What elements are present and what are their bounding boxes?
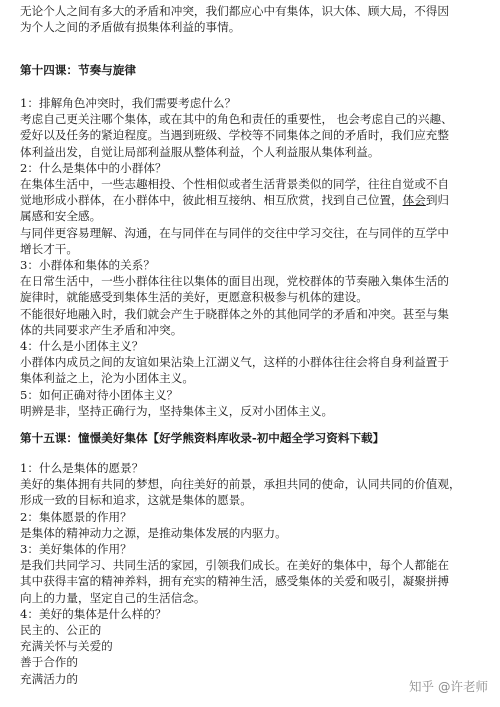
answer-line — [20, 192, 482, 208]
answer-line: 是集体的精神动力之源，是推动集体发展的内驱力。 — [20, 525, 287, 540]
answer-line: 小群体内成员之间的友谊如果沾染上江湖义气，这样的小群体往往会将自身利益置于 — [20, 355, 449, 370]
question-4: 4：美好的集体是什么样的？ — [20, 606, 167, 621]
answer-line: 集体利益之上，沦为小团体主义。 — [20, 371, 194, 386]
question-5: 5：如何正确对待小团体主义？ — [20, 387, 179, 402]
intro-paragraph — [20, 3, 482, 35]
answer-line: 充满活力的 — [20, 671, 78, 686]
underlined-link-text[interactable]: 体会 — [402, 193, 426, 208]
zhihu-watermark — [409, 679, 488, 695]
answer-line: 属感和安全感。 — [20, 209, 102, 224]
lesson-15-heading: 第十五课：憧憬美好集体【好学熊资料库收录-初中超全学习资料下载】 — [20, 431, 385, 445]
answer-line: 向上的力量，坚定自己的生活信念。 — [20, 590, 206, 605]
watermark-site: 知乎 — [408, 678, 434, 694]
question-2: 2：集体愿景的作用？ — [20, 509, 132, 524]
text-line: 无论个人之间有多大的矛盾和冲突，我们都应心中有集体，识大体、顾大局，不得因 — [20, 4, 449, 18]
watermark-author: @许老师 — [437, 678, 488, 694]
answer-line: 体的共同要求产生矛盾和冲突。 — [20, 322, 183, 337]
answer-line: 不能很好地融入时，我们就会产生于晓群体之外的其他同学的矛盾和冲突。甚至与集 — [20, 306, 449, 321]
question-2: 2：什么是集体中的小群体？ — [20, 160, 167, 175]
answer-line: 明辨是非，坚持正确行为，坚持集体主义，反对小团体主义。 — [20, 403, 334, 418]
answer-line: 其中获得丰富的精神养料，拥有充实的精神生活，感受集体的关爱和吸引，凝聚拼搏 — [20, 574, 449, 589]
answer-line: 美好的集体拥有共同的梦想，向往美好的前景，承担共同的使命，认同共同的价值观， — [20, 477, 461, 492]
answer-line: 在集体生活中，一些志趣相投、个性相似或者生活背景类似的同学，往往自觉或不自 — [20, 177, 449, 192]
answer-line: 民主的、公正的 — [20, 623, 102, 638]
answer-line: 与同伴更容易理解、沟通，在与同伴在与同伴的交往中学习交往，在与同伴的互学中 — [20, 225, 449, 240]
answer-line: 体利益出发，自觉让局部利益服从整体利益，个人利益服从集体利益。 — [20, 144, 380, 159]
lesson-14-body — [20, 95, 482, 419]
answer-line: 充满关怀与关爱的 — [20, 639, 113, 654]
answer-line: 在日常生活中，一些小群体往往以集体的面目出现，党校群体的节奏融入集体生活的 — [20, 274, 449, 289]
question-1: 1：排解角色冲突时，我们需要考虑什么？ — [20, 96, 237, 110]
answer-line: 旋律时，就能感受到集体生活的美好，更愿意积极参与机体的建设。 — [20, 290, 368, 305]
lesson-15-body — [20, 460, 482, 687]
answer-line: 爱好以及任务的紧迫程度。当遇到班级、学校等不同集体之间的矛盾时，我们应充整 — [20, 128, 449, 143]
answer-line: 考虑自己更关注哪个集体，或在其中的角色和责任的重要性， 也会考虑自己的兴趣、 — [20, 112, 453, 127]
lesson-14-heading: 第十四课：节奏与旋律 — [20, 63, 136, 77]
text-line: 为个人之间的矛盾做有损集体利益的事情。 — [20, 20, 241, 35]
answer-line: 增长才干。 — [20, 241, 78, 256]
question-1: 1：什么是集体的愿景？ — [20, 461, 144, 475]
question-3: 3：美好集体的作用？ — [20, 542, 132, 557]
answer-text: 觉地形成小群体，在小群体中，彼此相互接纳、相互欣赏，找到自己位置， — [20, 193, 403, 208]
answer-line: 善于合作的 — [20, 655, 78, 670]
answer-text: 到归 — [425, 193, 450, 208]
answer-line: 是我们共同学习、共同生活的家园，引领我们成长。在美好的集体中，每个人都能在 — [20, 558, 449, 573]
question-4: 4：什么是小团体主义？ — [20, 339, 144, 354]
question-3: 3：小群体和集体的关系？ — [20, 258, 155, 273]
answer-line: 形成一致的目标和追求，这就是集体的愿景。 — [20, 493, 252, 508]
